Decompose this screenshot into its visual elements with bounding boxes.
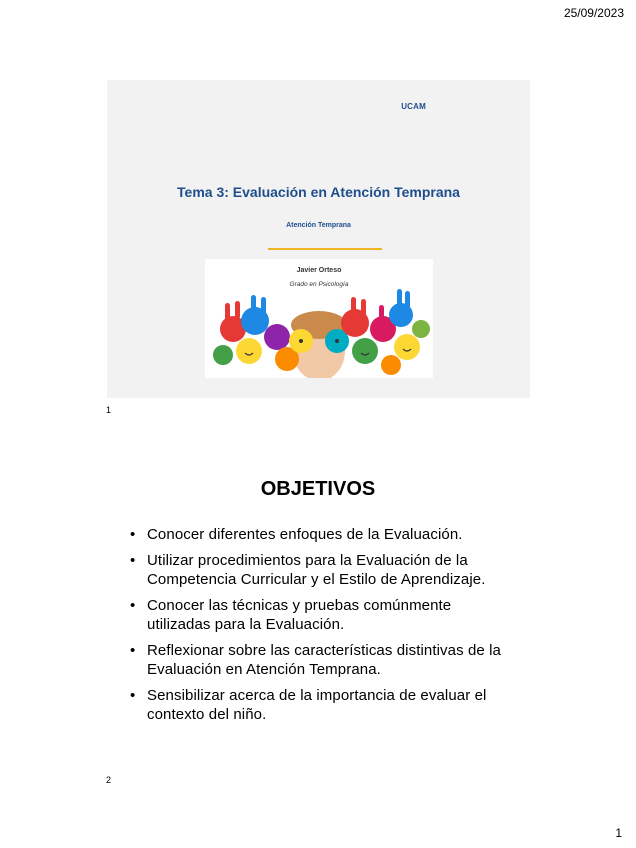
list-item: • Conocer diferentes enfoques de la Evaluación.: [130, 525, 510, 544]
list-item: • Reflexionar sobre las características distintivas de la Evaluación en Atención Temprana.: [130, 641, 510, 679]
list-item: • Utilizar procedimientos para la Evaluación de la Competencia Curricular y el Estilo de Aprendizaje.: [130, 551, 510, 589]
painted-hands-illustration: [205, 259, 433, 378]
slide-1-thumbnail: [107, 80, 530, 398]
author-name: Javier Orteso: [296, 267, 342, 274]
degree-label: Grado en Psicología: [289, 281, 349, 288]
painted-hands-photo: [205, 259, 433, 378]
list-item: • Sensibilizar acerca de la importancia de evaluar el contexto del niño.: [130, 686, 510, 724]
slide-2-title: OBJETIVOS: [260, 478, 376, 500]
slide-1-number: 1: [106, 405, 112, 415]
list-item: • Conocer las técnicas y pruebas comúnmente utilizadas para la Evaluación.: [130, 596, 510, 634]
objectives-list: [130, 525, 510, 731]
title-divider: [268, 248, 382, 250]
print-date: 25/09/2023: [563, 6, 624, 20]
slide-1-title: Tema 3: Evaluación en Atención Temprana: [177, 184, 460, 200]
ucam-logo: UCAM: [401, 102, 426, 111]
slide-2-number: 2: [106, 775, 112, 785]
page-number: 1: [615, 826, 622, 840]
slide-1-subtitle: Atención Temprana: [286, 222, 351, 229]
